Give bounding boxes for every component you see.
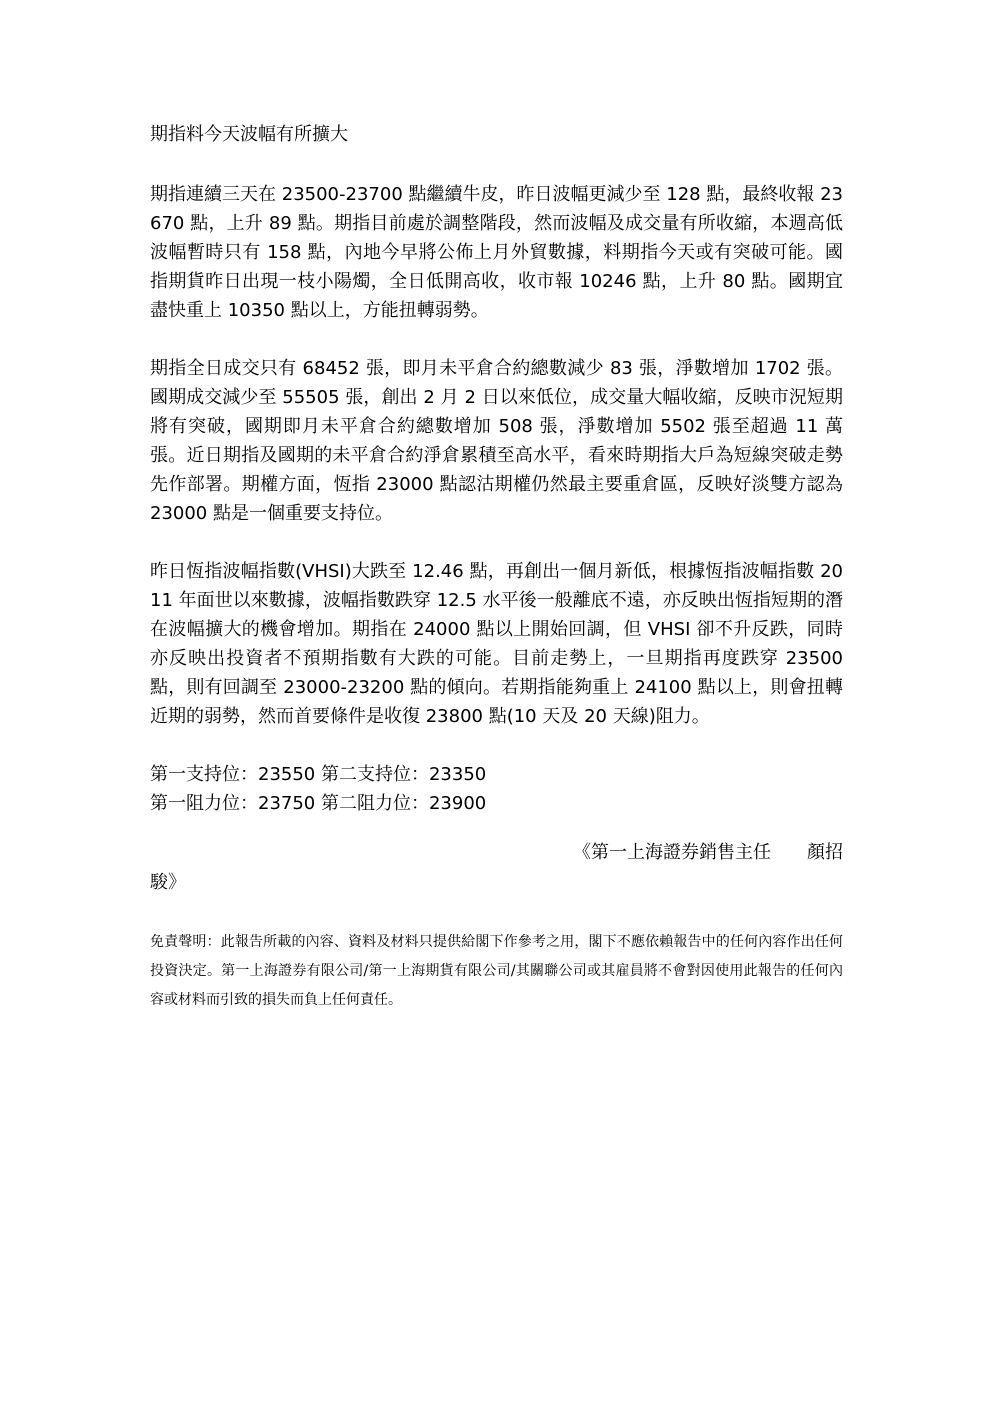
article-title: 期指料今天波幅有所擴大 <box>150 124 348 145</box>
signature-name-part: 顏招 <box>807 842 843 863</box>
signature-line-1 <box>150 838 843 868</box>
disclaimer-text: 免責聲明：此報告所載的內容、資料及材料只提供給閣下作參考之用，閣下不應依賴報告中的任何內容作出任何投資決定。第一上海證券有限公司/第一上海期貨有限公司/其關聯公司或其雇員將不會對因使用此報告的任何內容或材料而引致的損失而負上任何責任。 <box>150 934 843 1008</box>
paragraph-volume-analysis: 期指全日成交只有 68452 張，即月未平倉合約總數減少 83 張，淨數增加 1702 張。國期成交減少至 55505 張，創出 2 月 2 日以來低位，成交量大幅收縮，反映市況短期將有突破，國期即月未平倉合約總數增加 508 張，淨數增加 5502 張至超過 11 萬張。近日期指及國期的未平倉合約淨倉累積至高水平，看來時期指大戶為短線突破走勢先作部署。期權方面，恆指 23000 點認沽期權仍然最主要重倉區，反映好淡雙方認為 23000 點是一個重要支持位。 <box>150 358 843 524</box>
support-levels-line: 第一支持位：23550 第二支持位：23350 <box>150 764 487 785</box>
paragraph-market-summary: 期指連續三天在 23500-23700 點繼續牛皮，昨日波幅更減少至 128 點，最終收報 23670 點，上升 89 點。期指目前處於調整階段，然而波幅及成交量有所收縮，本週高低波幅暫時只有 158 點，內地今早將公佈上月外貿數據，料期指今天或有突破可能。國指期貨昨日出現一枝小陽燭，全日低開高收，收市報 10246 點，上升 80 點。國期宜盡快重上 10350 點以上，方能扭轉弱勢。 <box>150 184 843 321</box>
paragraph-volatility-analysis: 昨日恆指波幅指數(VHSI)大跌至 12.46 點，再創出一個月新低，根據恆指波幅指數 2011 年面世以來數據，波幅指數跌穿 12.5 水平後一般離底不遠，亦反映出恆指短期的潛在波幅擴大的機會增加。期指在 24000 點以上開始回調，但 VHSI 卻不升反跌，同時亦反映出投資者不預期指數有大跌的可能。目前走勢上，一旦期指再度跌穿 23500 點，則有回調至 23000-23200 點的傾向。若期指能夠重上 24100 點以上，則會扭轉近期的弱勢，然而首要條件是收復 23800 點(10 天及 20 天線)阻力。 <box>150 561 843 727</box>
signature-line-2: 駿》 <box>150 872 186 893</box>
resistance-levels-line: 第一阻力位：23750 第二阻力位：23900 <box>150 793 487 814</box>
signature-title: 《第一上海證券銷售主任 <box>573 842 771 863</box>
document-page <box>150 120 843 1029</box>
author-signature <box>150 838 843 898</box>
support-resistance-levels <box>150 760 843 818</box>
